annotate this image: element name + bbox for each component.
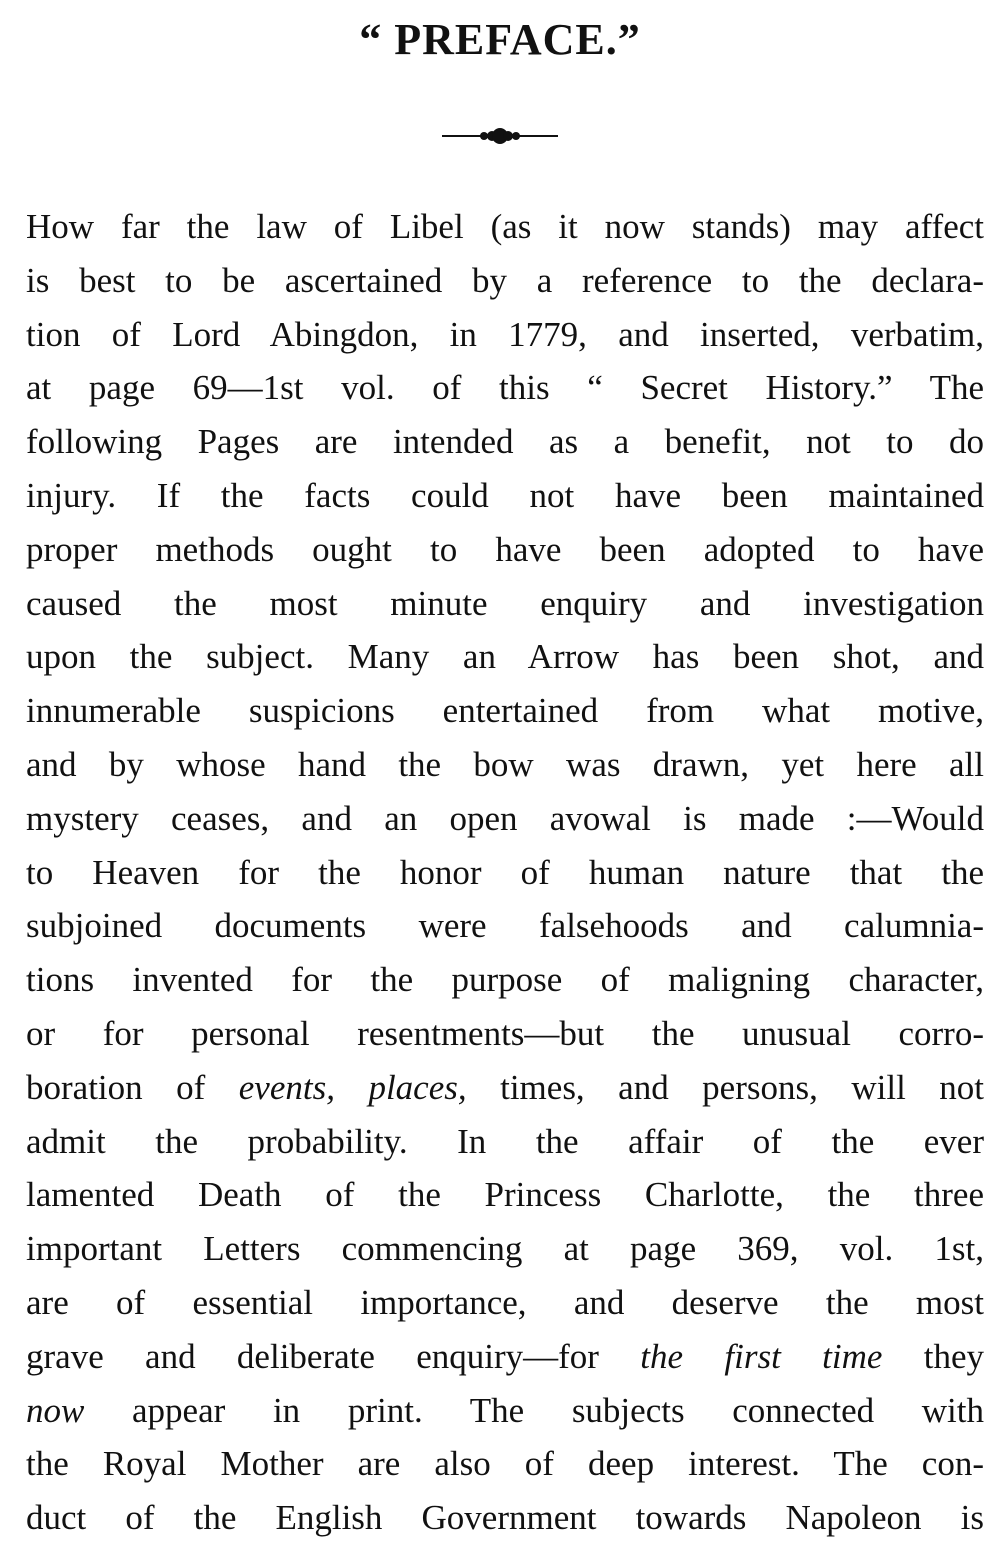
text-segment: the Royal Mother are also of deep interest. The con- (26, 1444, 984, 1484)
text-segment: subjoined documents were falsehoods and calumnia- (26, 906, 984, 946)
page-title: “ PREFACE.” (359, 15, 641, 64)
text-segment: caused the most minute enquiry and investigation (26, 583, 984, 623)
text-segment: admit the probability. In the affair of the ever (26, 1121, 984, 1161)
italic-text: the first time (640, 1336, 883, 1376)
text-line (26, 1168, 984, 1222)
text-segment: boration of (26, 1067, 239, 1107)
text-segment: to Heaven for the honor of human nature that the (26, 852, 984, 892)
text-line (26, 361, 984, 415)
text-line (26, 1007, 984, 1061)
text-segment: are of essential importance, and deserve the most (26, 1282, 984, 1322)
preface-body (26, 200, 984, 1545)
text-segment: duct of the English Government towards Napoleon is (26, 1498, 984, 1538)
text-line (26, 899, 984, 953)
italic-text: events, places, (238, 1067, 467, 1107)
text-segment: tions invented for the purpose of maligning character, (26, 960, 984, 1000)
text-line (26, 415, 984, 469)
text-line (26, 1491, 984, 1545)
text-line (26, 1330, 984, 1384)
text-line (26, 1437, 984, 1491)
text-segment: proper methods ought to have been adopted to have (26, 529, 984, 569)
text-line (26, 953, 984, 1007)
text-segment: grave and deliberate enquiry—for (26, 1336, 641, 1376)
text-line (26, 1222, 984, 1276)
text-line (26, 469, 984, 523)
text-segment: How far the law of Libel (as it now stands) may affect (26, 207, 984, 246)
text-line (26, 254, 984, 308)
text-segment: following Pages are intended as a benefit, not to do (26, 422, 984, 462)
text-line (26, 684, 984, 738)
text-line (26, 1115, 984, 1169)
text-segment: mystery ceases, and an open avowal is made :—Would (26, 798, 984, 838)
text-segment: innumerable suspicions entertained from what motive, (26, 691, 984, 731)
text-segment: injury. If the facts could not have been maintained (26, 475, 984, 515)
text-segment: they (882, 1336, 984, 1376)
text-segment: appear in print. The subjects connected with (84, 1390, 984, 1430)
text-line (26, 792, 984, 846)
text-segment: upon the subject. Many an Arrow has been shot, and (26, 637, 984, 677)
text-line (26, 200, 984, 254)
text-line (26, 308, 984, 362)
text-line (26, 738, 984, 792)
text-segment: or for personal resentments—but the unusual corro- (26, 1013, 984, 1053)
text-line (26, 1061, 984, 1115)
text-line (26, 1384, 984, 1438)
text-segment: is best to be ascertained by a reference to the declara- (26, 260, 984, 300)
text-segment: lamented Death of the Princess Charlotte, the three (26, 1175, 984, 1215)
text-line (26, 523, 984, 577)
text-line (26, 846, 984, 900)
text-line (26, 1276, 984, 1330)
italic-text: now (26, 1390, 85, 1430)
text-segment: tion of Lord Abingdon, in 1779, and inserted, verbatim, (26, 314, 984, 354)
printer-ornament-icon (440, 124, 560, 148)
text-segment: at page 69—1st vol. of this “ Secret History.” The (26, 368, 984, 408)
text-segment: and by whose hand the bow was drawn, yet here all (26, 744, 984, 784)
text-segment: important Letters commencing at page 369, vol. 1st, (26, 1229, 984, 1269)
text-line (26, 630, 984, 684)
text-segment: times, and persons, will not (466, 1067, 984, 1107)
text-line (26, 577, 984, 631)
